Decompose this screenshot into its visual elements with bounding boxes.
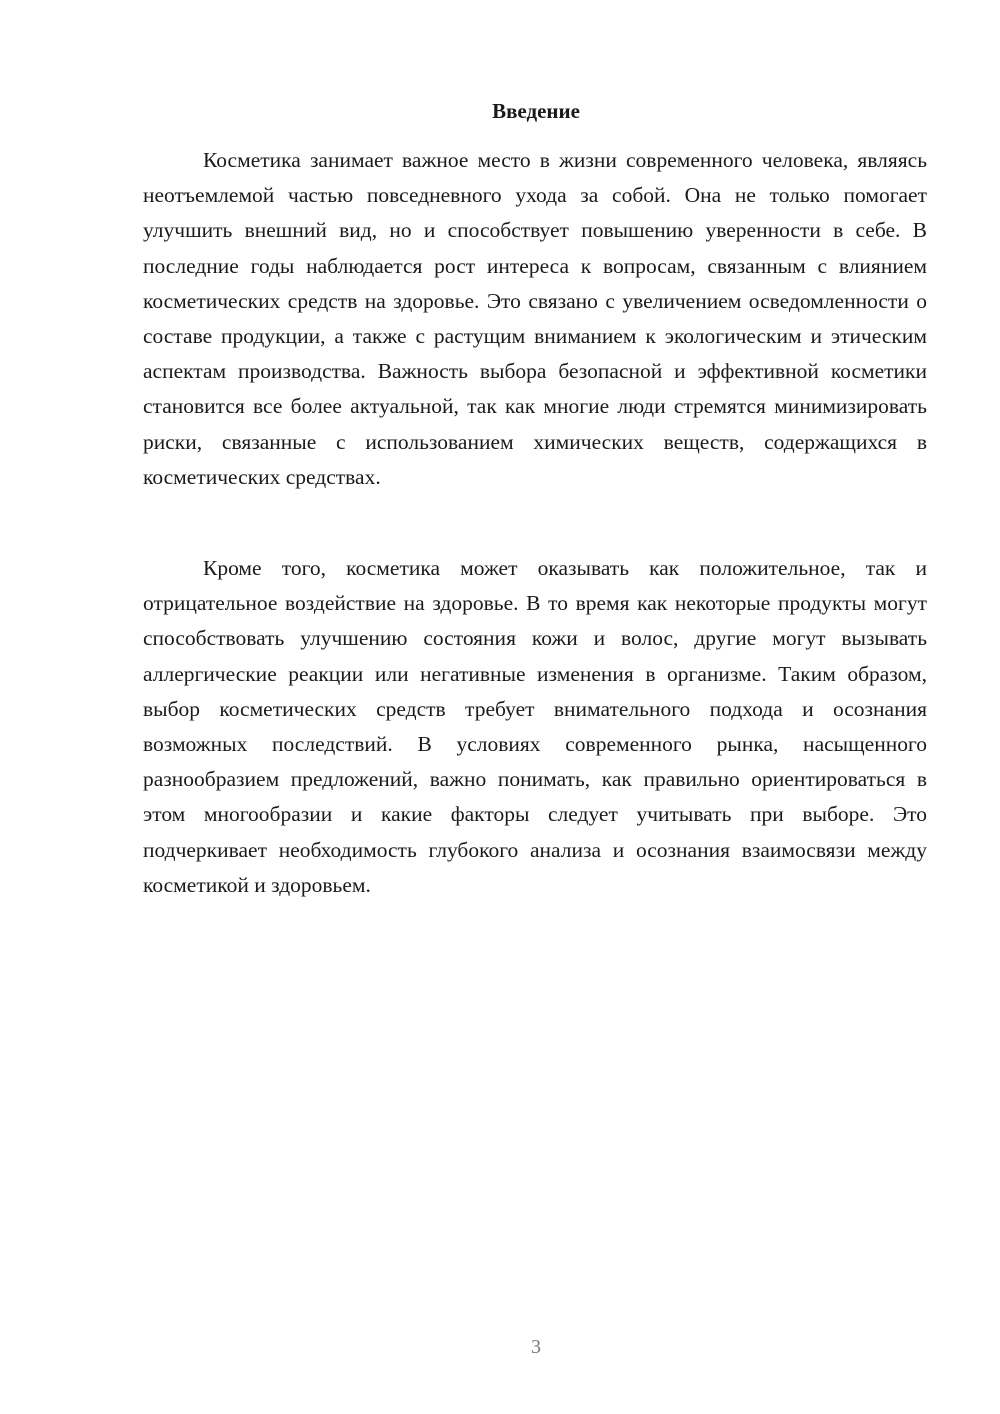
paragraph-1: Косметика занимает важное место в жизни современного человека, являясь неотъемлемой частью повседневного ухода за собой. Она не только помогает улучшить внешний вид, но и способствует повышению уверенности в себе. В последние годы наблюдается рост интереса к вопросам, связанным с влиянием косметических средств на здоровье. Это связано с увеличением осведомленности о составе продукции, а также с растущим вниманием к экологическим и этическим аспектам производства. Важность выбора безопасной и эффективной косметики становится все более актуальной, так как многие люди стремятся минимизировать риски, связанные с использованием химических веществ, содержащихся в косметических средствах. <box>143 148 927 489</box>
page-number: 3 <box>531 1336 541 1358</box>
paragraph-2: Кроме того, косметика может оказывать как положительное, так и отрицательное воздействие на здоровье. В то время как некоторые продукты могут способствовать улучшению состояния кожи и волос, другие могут вызывать аллергические реакции или негативные изменения в организме. Таким образом, выбор косметических средств требует внимательного подхода и осознания возможных последствий. В условиях современного рынка, насыщенного разнообразием предложений, важно понимать, как правильно ориентироваться в этом многообразии и какие факторы следует учитывать при выборе. Это подчеркивает необходимость глубокого анализа и осознания взаимосвязи между косметикой и здоровьем. <box>143 556 927 897</box>
section-heading: Введение <box>492 99 580 123</box>
